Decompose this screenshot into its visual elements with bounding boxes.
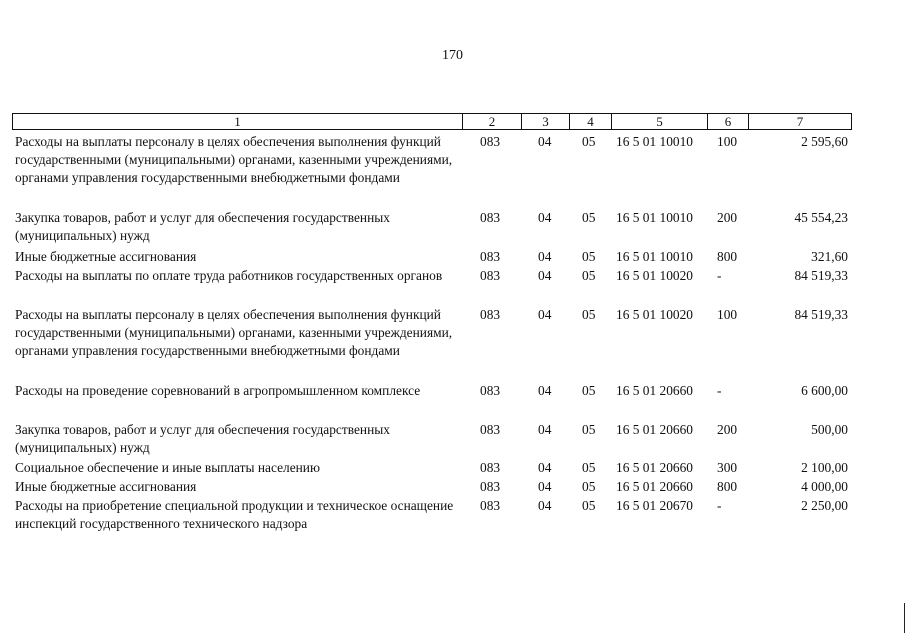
row-name: Иные бюджетные ассигнования bbox=[15, 249, 197, 264]
row-col-5: 16 5 01 10020 bbox=[616, 307, 693, 322]
header-col-2: 2 bbox=[462, 114, 521, 129]
row-col-2: 083 bbox=[480, 307, 501, 322]
row-col-3: 04 bbox=[538, 268, 552, 283]
row-col-6: - bbox=[717, 498, 722, 513]
row-name: Закупка товаров, работ и услуг для обеспечения государственных (муниципальных) нужд bbox=[15, 210, 390, 244]
row-col-6: 200 bbox=[717, 422, 738, 437]
row-col-2: 083 bbox=[480, 383, 501, 398]
row-col-2: 083 bbox=[480, 460, 501, 475]
row-col-5: 16 5 01 10010 bbox=[616, 134, 693, 149]
row-col-7: 321,60 bbox=[811, 249, 848, 264]
table-header bbox=[12, 113, 852, 130]
row-col-4: 05 bbox=[582, 307, 596, 322]
row-col-7: 2 595,60 bbox=[801, 134, 848, 149]
row-col-4: 05 bbox=[582, 210, 596, 225]
row-name: Расходы на выплаты персоналу в целях обеспечения выполнения функций государственными (муниципальными) органами, казенными учреждениями, органами управления государственными внебюджетными фондами bbox=[15, 307, 453, 359]
row-col-4: 05 bbox=[582, 134, 596, 149]
header-col-1: 1 bbox=[234, 114, 241, 129]
row-col-6: 300 bbox=[717, 460, 738, 475]
row-col-5: 16 5 01 20660 bbox=[616, 383, 693, 398]
row-name: Социальное обеспечение и иные выплаты населению bbox=[15, 460, 320, 475]
row-col-2: 083 bbox=[480, 268, 501, 283]
row-col-5: 16 5 01 20660 bbox=[616, 460, 693, 475]
row-col-2: 083 bbox=[480, 249, 501, 264]
row-col-2: 083 bbox=[480, 134, 501, 149]
row-name: Расходы на приобретение специальной продукции и техническое оснащение инспекций государственного технического надзора bbox=[15, 498, 454, 532]
row-col-3: 04 bbox=[538, 307, 552, 322]
row-col-7: 84 519,33 bbox=[794, 268, 848, 283]
row-col-4: 05 bbox=[582, 460, 596, 475]
row-col-7: 6 600,00 bbox=[801, 383, 848, 398]
row-col-3: 04 bbox=[538, 460, 552, 475]
header-col-4: 4 bbox=[569, 114, 611, 129]
header-col-7: 7 bbox=[748, 114, 851, 129]
row-col-2: 083 bbox=[480, 210, 501, 225]
row-col-7: 2 250,00 bbox=[801, 498, 848, 513]
row-col-5: 16 5 01 20660 bbox=[616, 422, 693, 437]
row-col-3: 04 bbox=[538, 134, 552, 149]
row-name: Расходы на выплаты по оплате труда работников государственных органов bbox=[15, 268, 443, 283]
row-col-2: 083 bbox=[480, 498, 501, 513]
row-col-5: 16 5 01 20670 bbox=[616, 498, 693, 513]
header-col-6: 6 bbox=[707, 114, 748, 129]
row-name: Закупка товаров, работ и услуг для обеспечения государственных (муниципальных) нужд bbox=[15, 422, 390, 456]
row-col-3: 04 bbox=[538, 422, 552, 437]
row-col-6: - bbox=[717, 268, 722, 283]
page-number: 170 bbox=[442, 48, 463, 63]
row-col-4: 05 bbox=[582, 249, 596, 264]
row-col-5: 16 5 01 20660 bbox=[616, 479, 693, 494]
row-name: Расходы на выплаты персоналу в целях обеспечения выполнения функций государственными (муниципальными) органами, казенными учреждениями, органами управления государственными внебюджетными фондами bbox=[15, 134, 453, 186]
row-col-7: 84 519,33 bbox=[794, 307, 848, 322]
header-col-5: 5 bbox=[611, 114, 707, 129]
row-col-4: 05 bbox=[582, 383, 596, 398]
row-col-3: 04 bbox=[538, 479, 552, 494]
row-col-7: 500,00 bbox=[811, 422, 848, 437]
row-col-4: 05 bbox=[582, 422, 596, 437]
row-col-4: 05 bbox=[582, 479, 596, 494]
row-col-5: 16 5 01 10020 bbox=[616, 268, 693, 283]
row-name: Иные бюджетные ассигнования bbox=[15, 479, 197, 494]
row-col-2: 083 bbox=[480, 422, 501, 437]
row-col-3: 04 bbox=[538, 249, 552, 264]
row-col-7: 2 100,00 bbox=[801, 460, 848, 475]
row-col-6: 100 bbox=[717, 307, 738, 322]
row-col-6: 100 bbox=[717, 134, 738, 149]
row-col-4: 05 bbox=[582, 268, 596, 283]
row-col-6: 800 bbox=[717, 479, 738, 494]
row-col-6: - bbox=[717, 383, 722, 398]
row-col-7: 4 000,00 bbox=[801, 479, 848, 494]
row-col-3: 04 bbox=[538, 210, 552, 225]
row-col-3: 04 bbox=[538, 383, 552, 398]
row-col-6: 800 bbox=[717, 249, 738, 264]
row-col-3: 04 bbox=[538, 498, 552, 513]
row-col-2: 083 bbox=[480, 479, 501, 494]
header-col-3: 3 bbox=[521, 114, 569, 129]
row-col-6: 200 bbox=[717, 210, 738, 225]
row-col-4: 05 bbox=[582, 498, 596, 513]
row-name: Расходы на проведение соревнований в агропромышленном комплексе bbox=[15, 383, 421, 398]
row-col-5: 16 5 01 10010 bbox=[616, 249, 693, 264]
row-col-5: 16 5 01 10010 bbox=[616, 210, 693, 225]
row-col-7: 45 554,23 bbox=[794, 210, 848, 225]
